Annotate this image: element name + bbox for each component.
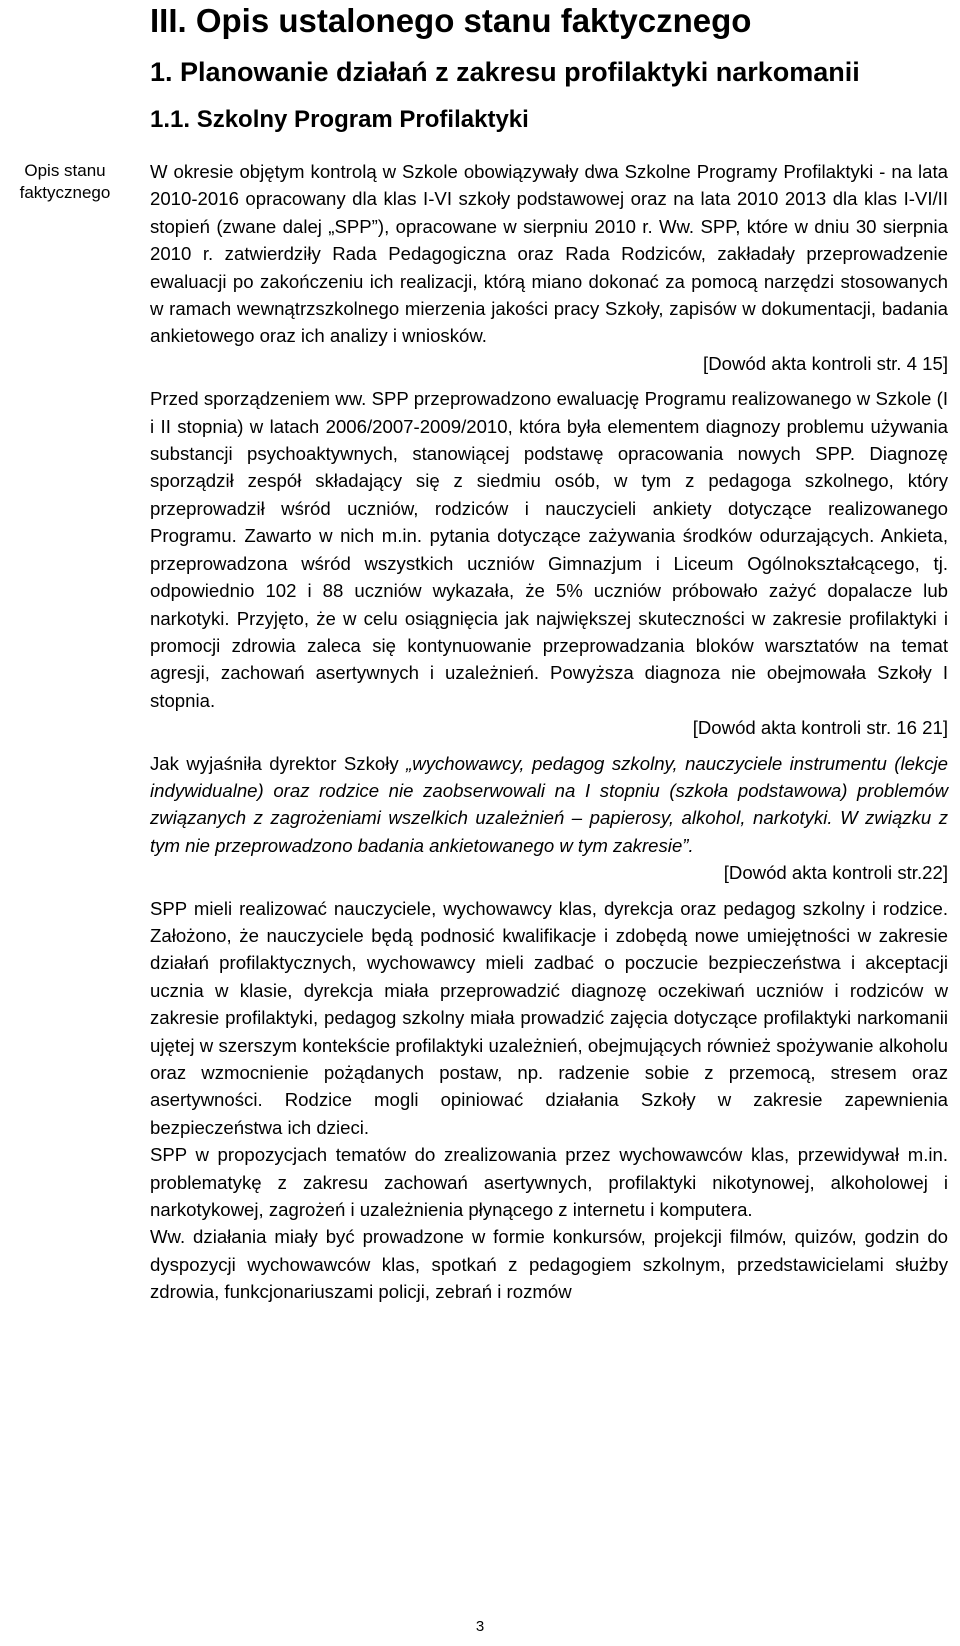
- evidence-reference-1: [Dowód akta kontroli str. 4 15]: [703, 352, 948, 374]
- document-body: [150, 158, 948, 1306]
- section-heading: III. Opis ustalonego stanu faktycznego: [150, 2, 752, 39]
- paragraph-6: Ww. działania miały być prowadzone w formie konkursów, projekcji filmów, quizów, godzin do dyspozycji wychowawców klas, spotkań z pedagogiem szkolnym, przedstawicielami służby zdrowia, funkcjonariuszami policji, zebrań i rozmów: [150, 1226, 948, 1303]
- evidence-reference-3: [Dowód akta kontroli str.22]: [723, 862, 948, 884]
- paragraph-1: W okresie objętym kontrolą w Szkole obowiązywały dwa Szkolne Programy Profilaktyki - na lata 2010-2016 opracowany dla klas I-VI szkoły podstawowej oraz na lata 2010 2013 dla klas I-VI/II stopień (zwane dalej „SPP”), opracowane w sierpniu 2010 r. Ww. SPP, które w dniu 30 sierpnia 2010 r. zatwierdziły Rada Pedagogiczna oraz Rada Rodziców, zakładały przeprowadzenie ewaluacji po zakończeniu ich realizacji, którą miano dokonać za pomocą narzędzi stosowanych w ramach wewnątrzszkolnego mierzenia jakości pracy Szkoły, zapisów w dokumentacji, badania ankietowego oraz ich analizy i wniosków.: [150, 161, 948, 347]
- subsection-heading: 1. Planowanie działań z zakresu profilaktyki narkomanii: [150, 57, 860, 87]
- paragraph-3-lead: Jak wyjaśniła dyrektor Szkoły: [150, 752, 407, 774]
- page-number: 3: [475, 1618, 485, 1635]
- subsubsection-heading: 1.1. Szkolny Program Profilaktyki: [150, 106, 529, 133]
- evidence-reference-2: [Dowód akta kontroli str. 16 21]: [692, 717, 948, 739]
- side-label: Opis stanu faktycznego: [19, 161, 111, 202]
- paragraph-4: SPP mieli realizować nauczyciele, wychowawcy klas, dyrekcja oraz pedagog szkolny i rodzice. Założono, że nauczyciele będą podnosić kwalifikacje i zdobędą nowe umiejętności w zakresie działań profilaktycznych, wychowawcy mieli zadbać o poczucie bezpieczeństwa i akceptacji ucznia w klasie, dyrekcja miała przeprowadzić diagnozę oczekiwań uczniów i rodziców w zakresie profilaktyki, pedagog szkolny miała prowadzić zajęcia dotyczące profilaktyki narkomanii ujętej w szerszym kontekście profilaktyki uzależnień, obejmujących również spożywanie alkoholu oraz wzmocnienie pożądanych postaw, np. radzenie sobie z przemocą, stresem oraz asertywności. Rodzice mogli opiniować działania Szkoły w zakresie zapewnienia bezpieczeństwa ich dzieci.: [150, 897, 948, 1138]
- paragraph-3: [150, 750, 948, 860]
- paragraph-5: SPP w propozycjach tematów do zrealizowania przez wychowawców klas, przewidywał m.in. problematykę z zakresu zachowań asertywnych, profilaktyki nikotynowej, alkoholowej i narkotykowej, zagrożeń i uzależnienia płynącego z internetu i komputera.: [150, 1144, 948, 1221]
- paragraph-2: Przed sporządzeniem ww. SPP przeprowadzono ewaluację Programu realizowanego w Szkole (I i II stopnia) w latach 2006/2007-2009/2010, która była elementem diagnozy problemu używania substancji psychoaktywnych, stanowiącej podstawę opracowania nowych SPP. Diagnozę sporządził zespół składający się z siedmiu osób, w tym z pedagoga szkolnego, który przeprowadził wśród uczniów, rodziców i nauczycieli ankiety dotyczące realizowanego Programu. Zawarto w nich m.in. pytania dotyczące zażywania środków odurzających. Ankieta, przeprowadzona wśród wszystkich uczniów Gimnazjum i Liceum Ogólnokształcącego, tj. odpowiednio 102 i 88 uczniów wykazała, że 5% uczniów próbowało zażyć dopalacze lub narkotyki. Przyjęto, że w celu osiągnięcia jak największej skuteczności w zakresie profilaktyki i promocji zdrowia zaleca się kontynuowanie przeprowadzania bloków warsztatów na temat agresji, zachowań asertywnych i uzależnień. Powyższa diagnoza nie obejmowała Szkoły I stopnia.: [150, 388, 948, 711]
- director-quote: „wychowawcy, pedagog szkolny, nauczyciele instrumentu (lekcje indywidualne) oraz rodzice nie zaobserwowali na I stopniu (szkoła podstawowa) problemów związanych z zagrożeniami wszelkich uzależnień – papierosy, alkohol, narkotyki. W związku z tym nie przeprowadzono badania ankietowanego w tym zakresie”.: [150, 752, 948, 856]
